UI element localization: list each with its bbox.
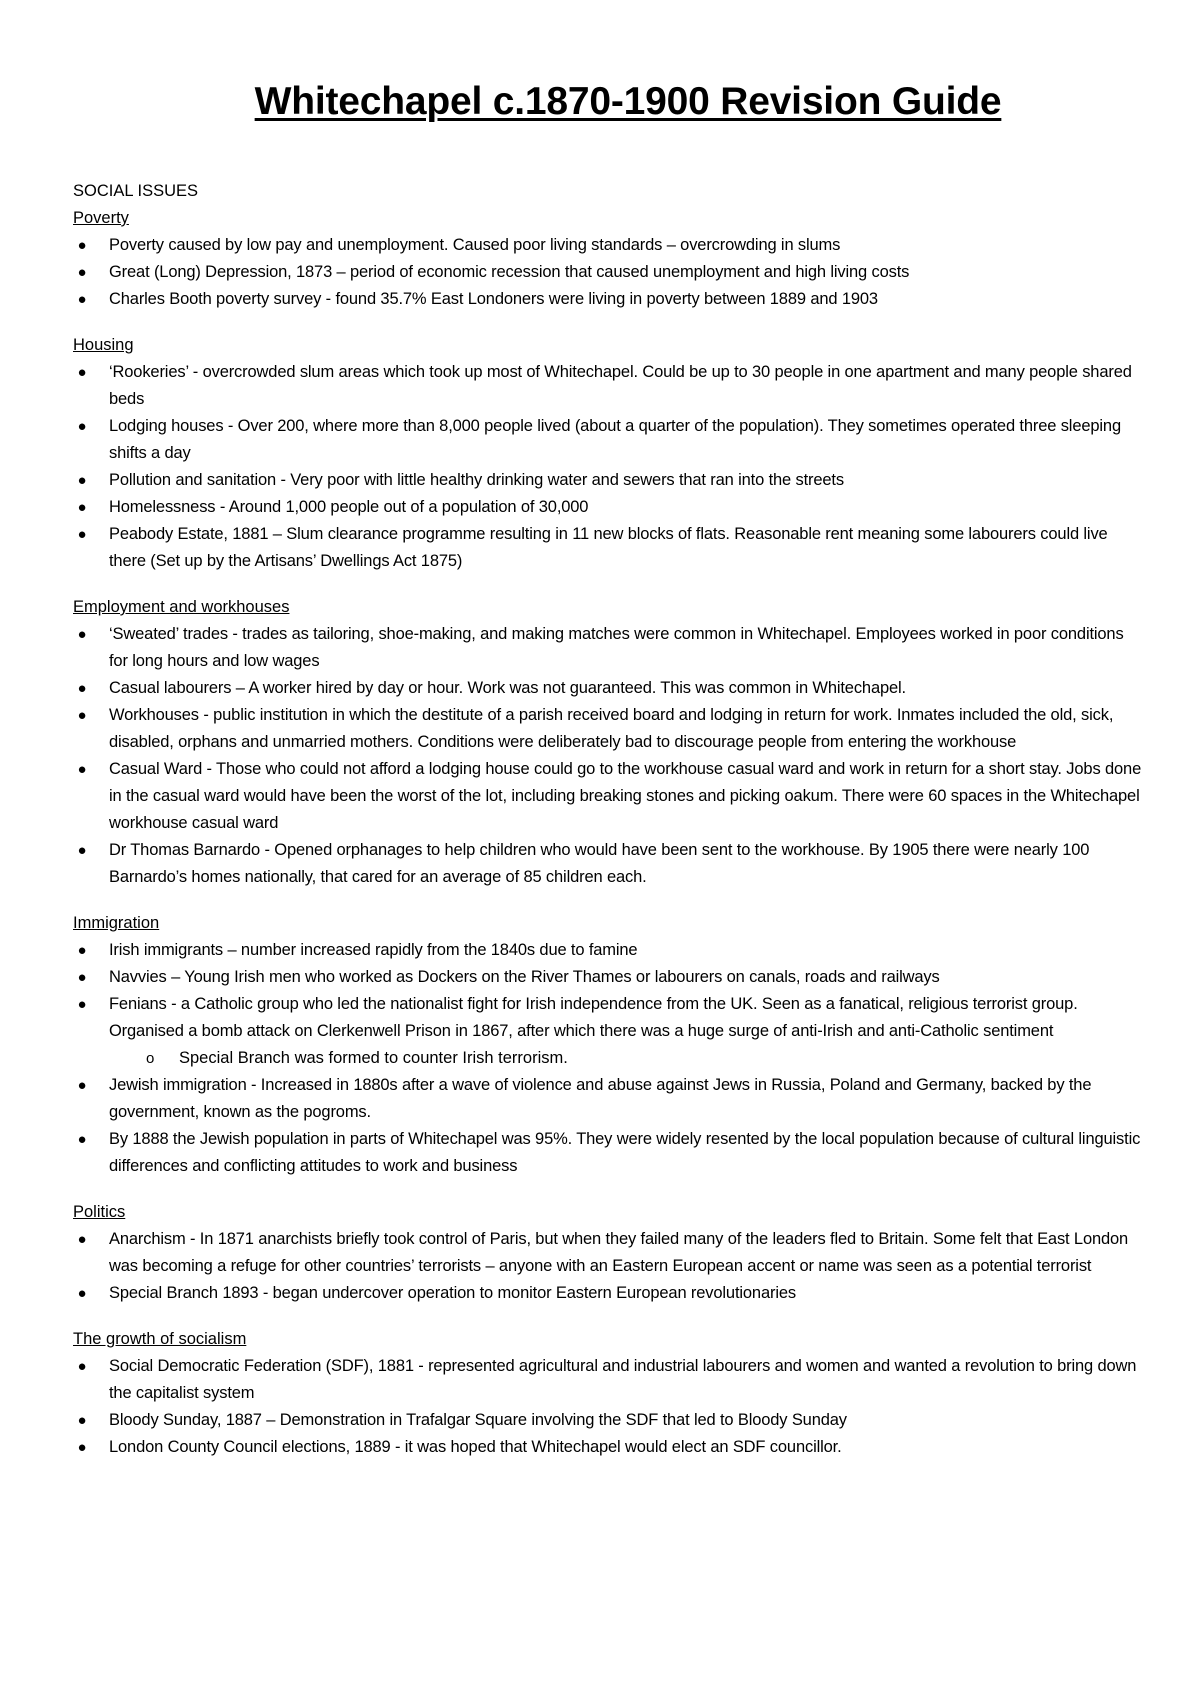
list-item: ● Lodging houses - Over 200, where more than 8,000 people lived (about a quarter of the population). They sometimes operated three sleeping shifts a day (73, 413, 1143, 467)
bullet-icon: ● (77, 1358, 87, 1375)
bullet-icon: ● (77, 761, 87, 778)
bullet-icon: ● (77, 942, 87, 959)
list-immigration-continued (73, 1072, 1143, 1180)
hollow-bullet-icon: o (146, 1050, 155, 1067)
bullet-icon: ● (77, 264, 87, 281)
list-item: ● Great (Long) Depression, 1873 – period of economic recession that caused unemployment and high living costs (73, 259, 1143, 286)
list-item: ● Casual labourers – A worker hired by day or hour. Work was not guaranteed. This was common in Whitechapel. (73, 675, 1143, 702)
list-item: ● Peabody Estate, 1881 – Slum clearance programme resulting in 11 new blocks of flats. Reasonable rent meaning some labourers could live there (Set up by the Artisans’ Dwellings Act 1875) (73, 521, 1143, 575)
bullet-icon: ● (77, 1077, 87, 1094)
list-employment (73, 621, 1143, 891)
list-politics (73, 1226, 1143, 1307)
heading-socialism: The growth of socialism (73, 1330, 247, 1348)
bullet-icon: ● (77, 1231, 87, 1248)
bullet-icon: ● (77, 472, 87, 489)
list-item: ● By 1888 the Jewish population in parts of Whitechapel was 95%. They were widely resented by the local population because of cultural linguistic differences and conflicting attitudes to work and business (73, 1126, 1143, 1180)
list-immigration (73, 937, 1143, 1045)
list-item: ● Jewish immigration - Increased in 1880s after a wave of violence and abuse against Jews in Russia, Poland and Germany, backed by the government, known as the pogroms. (73, 1072, 1143, 1126)
list-item: ● Workhouses - public institution in which the destitute of a parish received board and lodging in return for work. Inmates included the old, sick, disabled, orphans and unmarried mothers. Conditions were deliberately bad to discourage people from entering the workhouse (73, 702, 1143, 756)
list-housing (73, 359, 1143, 575)
bullet-icon: ● (77, 842, 87, 859)
list-item: ● Irish immigrants – number increased rapidly from the 1840s due to famine (73, 937, 1143, 964)
heading-politics: Politics (73, 1203, 126, 1221)
list-item: ● Navvies – Young Irish men who worked as Dockers on the River Thames or labourers on canals, roads and railways (73, 964, 1143, 991)
bullet-icon: ● (77, 291, 87, 308)
heading-poverty: Poverty (73, 209, 129, 227)
list-item: ● Social Democratic Federation (SDF), 1881 - represented agricultural and industrial labourers and women and wanted a revolution to bring down the capitalist system (73, 1353, 1143, 1407)
heading-housing: Housing (73, 336, 134, 354)
list-item: ● Charles Booth poverty survey - found 35.7% East Londoners were living in poverty between 1889 and 1903 (73, 286, 1143, 313)
bullet-icon: ● (77, 996, 87, 1013)
list-item: ● ‘Sweated’ trades - trades as tailoring, shoe-making, and making matches were common in Whitechapel. Employees worked in poor conditions for long hours and low wages (73, 621, 1143, 675)
bullet-icon: ● (77, 707, 87, 724)
bullet-icon: ● (77, 680, 87, 697)
bullet-icon: ● (77, 1131, 87, 1148)
list-poverty (73, 232, 1143, 313)
list-item: ● Special Branch 1893 - began undercover operation to monitor Eastern European revolutionaries (73, 1280, 1143, 1307)
heading-employment: Employment and workhouses (73, 598, 290, 616)
bullet-icon: ● (77, 1285, 87, 1302)
section-label-social-issues: SOCIAL ISSUES (73, 182, 199, 200)
list-item: ● Homelessness - Around 1,000 people out of a population of 30,000 (73, 494, 1143, 521)
bullet-icon: ● (77, 1412, 87, 1429)
bullet-icon: ● (77, 1439, 87, 1456)
page-title: Whitechapel c.1870-1900 Revision Guide (254, 80, 1002, 123)
bullet-icon: ● (77, 237, 87, 254)
list-item: ● Poverty caused by low pay and unemployment. Caused poor living standards – overcrowding in slums (73, 232, 1143, 259)
list-item: ● Casual Ward - Those who could not afford a lodging house could go to the workhouse casual ward and work in return for a short stay. Jobs done in the casual ward would have been the worst of the lot, including breaking stones and picking oakum. There were 60 spaces in the Whitechapel workhouse casual ward (73, 756, 1143, 837)
list-item: ● Fenians - a Catholic group who led the nationalist fight for Irish independence from the UK. Seen as a fanatical, religious terrorist group. Organised a bomb attack on Clerkenwell Prison in 1867, after which there was a huge surge of anti-Irish and anti-Catholic sentiment (73, 991, 1143, 1045)
bullet-icon: ● (77, 626, 87, 643)
bullet-icon: ● (77, 364, 87, 381)
bullet-icon: ● (77, 526, 87, 543)
list-item: ● Anarchism - In 1871 anarchists briefly took control of Paris, but when they failed many of the leaders fled to Britain. Some felt that East London was becoming a refuge for other countries’ terrorists – anyone with an Eastern European accent or name was seen as a potential terrorist (73, 1226, 1143, 1280)
list-socialism (73, 1353, 1143, 1461)
bullet-icon: ● (77, 418, 87, 435)
list-item: ● London County Council elections, 1889 - it was hoped that Whitechapel would elect an SDF councillor. (73, 1434, 1143, 1461)
sublist-immigration (73, 1045, 1143, 1072)
bullet-icon: ● (77, 499, 87, 516)
list-item: ● Dr Thomas Barnardo - Opened orphanages to help children who would have been sent to the workhouse. By 1905 there were nearly 100 Barnardo’s homes nationally, that cared for an average of 85 children each. (73, 837, 1143, 891)
list-item: ● ‘Rookeries’ - overcrowded slum areas which took up most of Whitechapel. Could be up to 30 people in one apartment and many people shared beds (73, 359, 1143, 413)
heading-immigration: Immigration (73, 914, 160, 932)
document-page (73, 70, 1143, 1461)
list-item: ● Bloody Sunday, 1887 – Demonstration in Trafalgar Square involving the SDF that led to Bloody Sunday (73, 1407, 1143, 1434)
bullet-icon: ● (77, 969, 87, 986)
list-item: ● Pollution and sanitation - Very poor with little healthy drinking water and sewers that ran into the streets (73, 467, 1143, 494)
sub-list-item: o Special Branch was formed to counter Irish terrorism. (73, 1045, 1143, 1072)
